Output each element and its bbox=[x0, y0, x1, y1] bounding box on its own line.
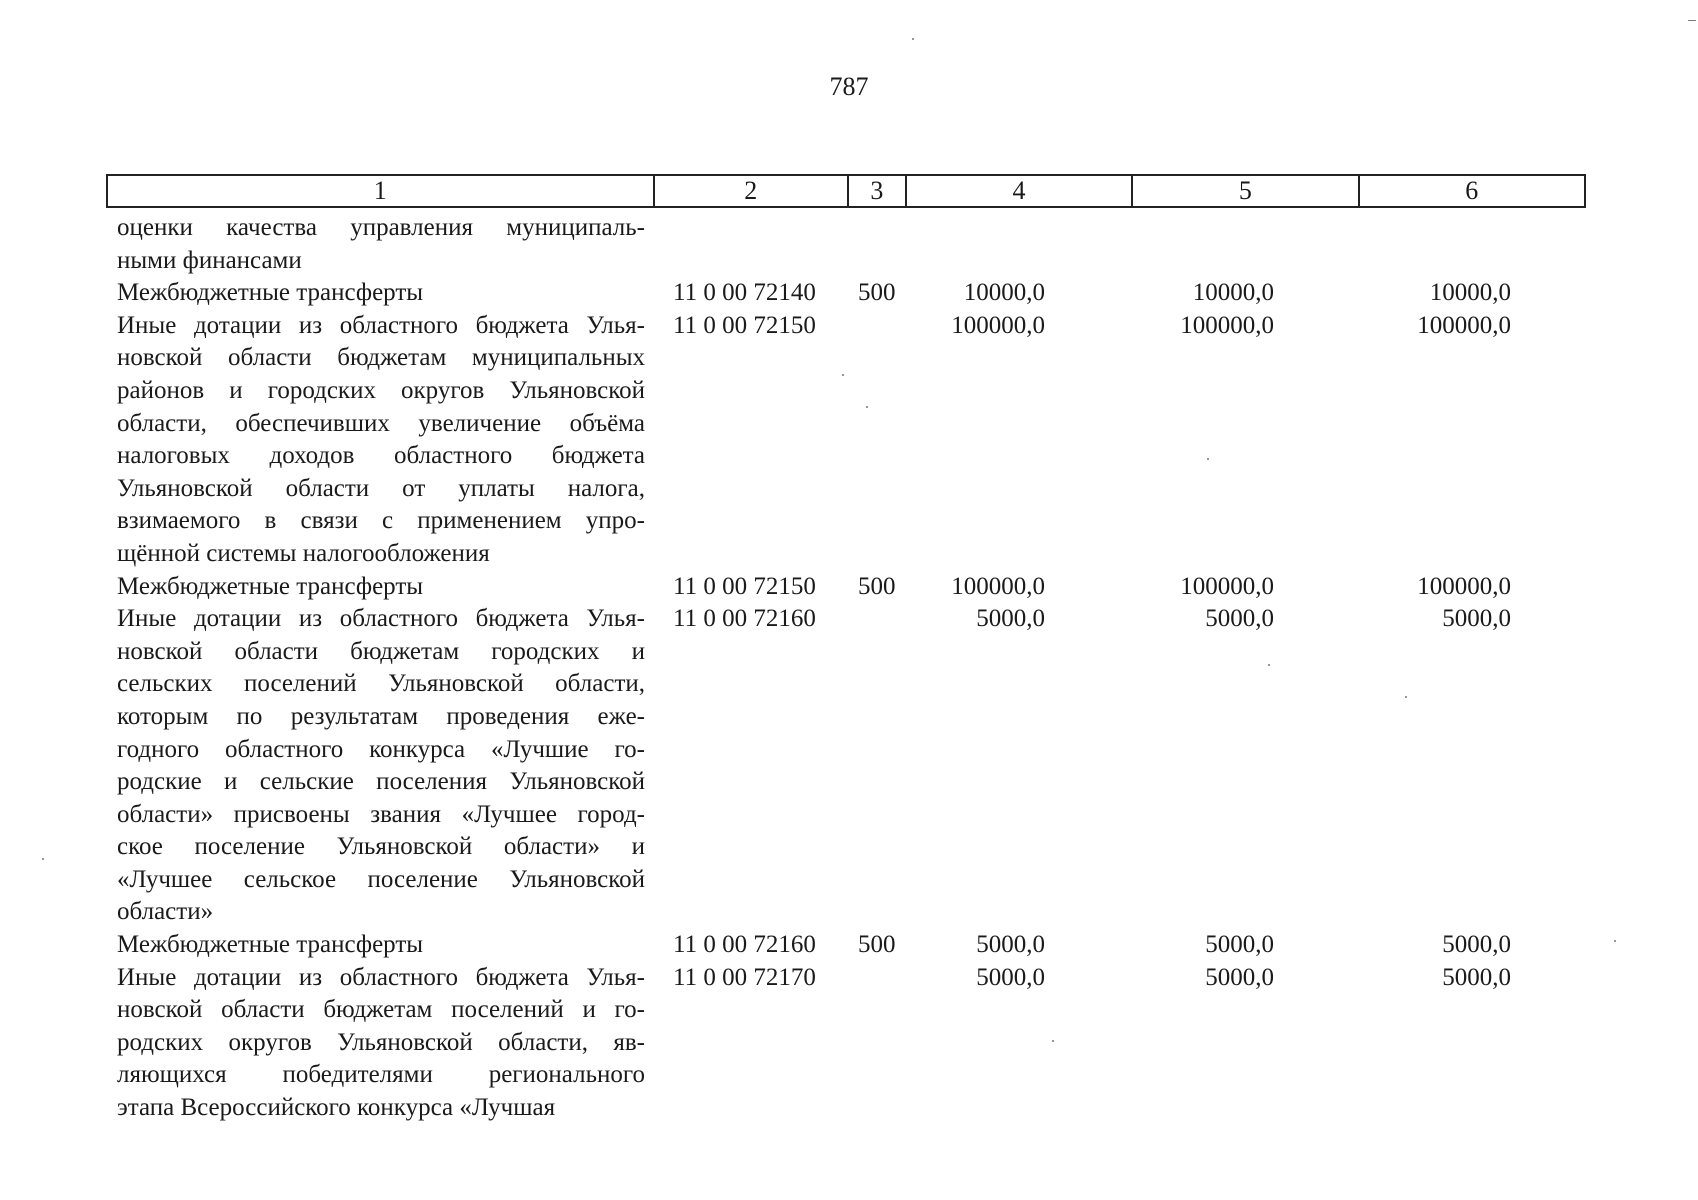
row-value-col4: 10000,0 bbox=[963, 279, 1045, 307]
description-line: сельских поселений Ульяновской области, bbox=[117, 670, 645, 698]
row-code: 11 0 00 72150 bbox=[673, 572, 816, 600]
description-line: Иные дотации из областного бюджета Улья- bbox=[117, 605, 645, 633]
description-line: оценки качества управления муниципаль- bbox=[117, 214, 645, 241]
description-line: Межбюджетные трансферты bbox=[117, 279, 424, 307]
description-line: «Лучшее сельское поселение Ульяновской bbox=[117, 865, 645, 893]
row-value-col6: 5000,0 bbox=[1442, 963, 1511, 991]
scan-speck bbox=[1688, 20, 1696, 21]
header-col-5: 5 bbox=[1133, 176, 1359, 206]
row-description bbox=[117, 962, 645, 1125]
row-value-col6: 5000,0 bbox=[1442, 931, 1511, 959]
row-expense-type: 500 bbox=[858, 279, 896, 307]
row-code: 11 0 00 72150 bbox=[673, 311, 816, 339]
description-line: новской области бюджетам городских и bbox=[117, 637, 645, 665]
scan-speck bbox=[1614, 940, 1616, 942]
table-row bbox=[117, 962, 1587, 1125]
table-row bbox=[117, 212, 1587, 277]
row-value-col4: 5000,0 bbox=[976, 605, 1045, 633]
description-line: взимаемого в связи с применением упро- bbox=[117, 507, 645, 535]
description-line: ляющихся победителями регионального bbox=[117, 1061, 645, 1089]
scan-speck bbox=[842, 374, 844, 376]
row-value-col6: 100000,0 bbox=[1417, 311, 1511, 339]
row-expense-type: 500 bbox=[858, 572, 896, 600]
description-line: ными финансами bbox=[117, 246, 302, 274]
description-line: Иные дотации из областного бюджета Улья- bbox=[117, 963, 645, 991]
row-value-col5: 5000,0 bbox=[1205, 931, 1274, 959]
table-row bbox=[117, 277, 1587, 310]
description-line: Межбюджетные трансферты bbox=[117, 931, 424, 959]
row-value-col4: 100000,0 bbox=[951, 311, 1045, 339]
description-line: родских округов Ульяновской области, яв- bbox=[117, 1028, 645, 1056]
row-value-col5: 5000,0 bbox=[1205, 963, 1274, 991]
row-code: 11 0 00 72170 bbox=[673, 963, 816, 991]
scan-speck bbox=[912, 38, 914, 40]
header-col-2: 2 bbox=[655, 176, 849, 206]
row-code: 11 0 00 72160 bbox=[673, 931, 816, 959]
description-line: которым по результатам проведения еже- bbox=[117, 702, 645, 730]
row-code: 11 0 00 72140 bbox=[673, 279, 816, 307]
header-col-1: 1 bbox=[108, 176, 655, 206]
description-line: налоговых доходов областного бюджета bbox=[117, 442, 645, 470]
row-value-col5: 100000,0 bbox=[1180, 572, 1274, 600]
row-description bbox=[117, 310, 645, 571]
description-line: этапа Всероссийского конкурса «Лучшая bbox=[117, 1094, 556, 1122]
row-description bbox=[117, 929, 645, 962]
row-description bbox=[117, 571, 645, 604]
table-header bbox=[106, 174, 1586, 208]
row-value-col6: 100000,0 bbox=[1417, 572, 1511, 600]
page-number: 787 bbox=[829, 72, 869, 101]
table-body bbox=[117, 212, 1587, 1125]
row-description bbox=[117, 603, 645, 929]
row-description bbox=[117, 277, 645, 310]
scan-speck bbox=[1052, 1040, 1054, 1042]
scan-speck bbox=[1405, 696, 1407, 698]
description-line: Межбюджетные трансферты bbox=[117, 572, 424, 600]
table-row bbox=[117, 571, 1587, 604]
row-value-col4: 5000,0 bbox=[976, 963, 1045, 991]
row-value-col6: 10000,0 bbox=[1429, 279, 1511, 307]
row-value-col6: 5000,0 bbox=[1442, 605, 1511, 633]
row-value-col4: 100000,0 bbox=[951, 572, 1045, 600]
description-line: годного областного конкурса «Лучшие го- bbox=[117, 735, 645, 763]
row-value-col5: 100000,0 bbox=[1180, 311, 1274, 339]
description-line: ское поселение Ульяновской области» и bbox=[117, 833, 645, 861]
description-line: Ульяновской области от уплаты налога, bbox=[117, 474, 645, 502]
description-line: новской области бюджетам муниципальных bbox=[117, 344, 645, 372]
row-code: 11 0 00 72160 bbox=[673, 605, 816, 633]
description-line: области» присвоены звания «Лучшее город- bbox=[117, 800, 645, 828]
scan-speck bbox=[1268, 664, 1270, 666]
scan-speck bbox=[866, 406, 868, 408]
table-row bbox=[117, 929, 1587, 962]
description-line: щённой системы налогообложения bbox=[117, 539, 490, 567]
description-line: области» bbox=[117, 898, 214, 926]
header-col-3: 3 bbox=[849, 176, 907, 206]
table-row bbox=[117, 603, 1587, 929]
description-line: Иные дотации из областного бюджета Улья- bbox=[117, 311, 645, 339]
description-line: родские и сельские поселения Ульяновской bbox=[117, 768, 645, 796]
scan-speck bbox=[1207, 458, 1209, 460]
description-line: районов и городских округов Ульяновской bbox=[117, 376, 645, 404]
description-line: области, обеспечивших увеличение объёма bbox=[117, 409, 645, 437]
row-expense-type: 500 bbox=[858, 931, 896, 959]
row-description bbox=[117, 212, 645, 277]
table-row bbox=[117, 310, 1587, 571]
row-value-col5: 5000,0 bbox=[1205, 605, 1274, 633]
description-line: новской области бюджетам поселений и го- bbox=[117, 996, 645, 1024]
row-value-col5: 10000,0 bbox=[1192, 279, 1274, 307]
row-value-col4: 5000,0 bbox=[976, 931, 1045, 959]
header-col-6: 6 bbox=[1465, 176, 1479, 205]
scan-speck bbox=[42, 858, 44, 860]
header-col-4: 4 bbox=[907, 176, 1133, 206]
